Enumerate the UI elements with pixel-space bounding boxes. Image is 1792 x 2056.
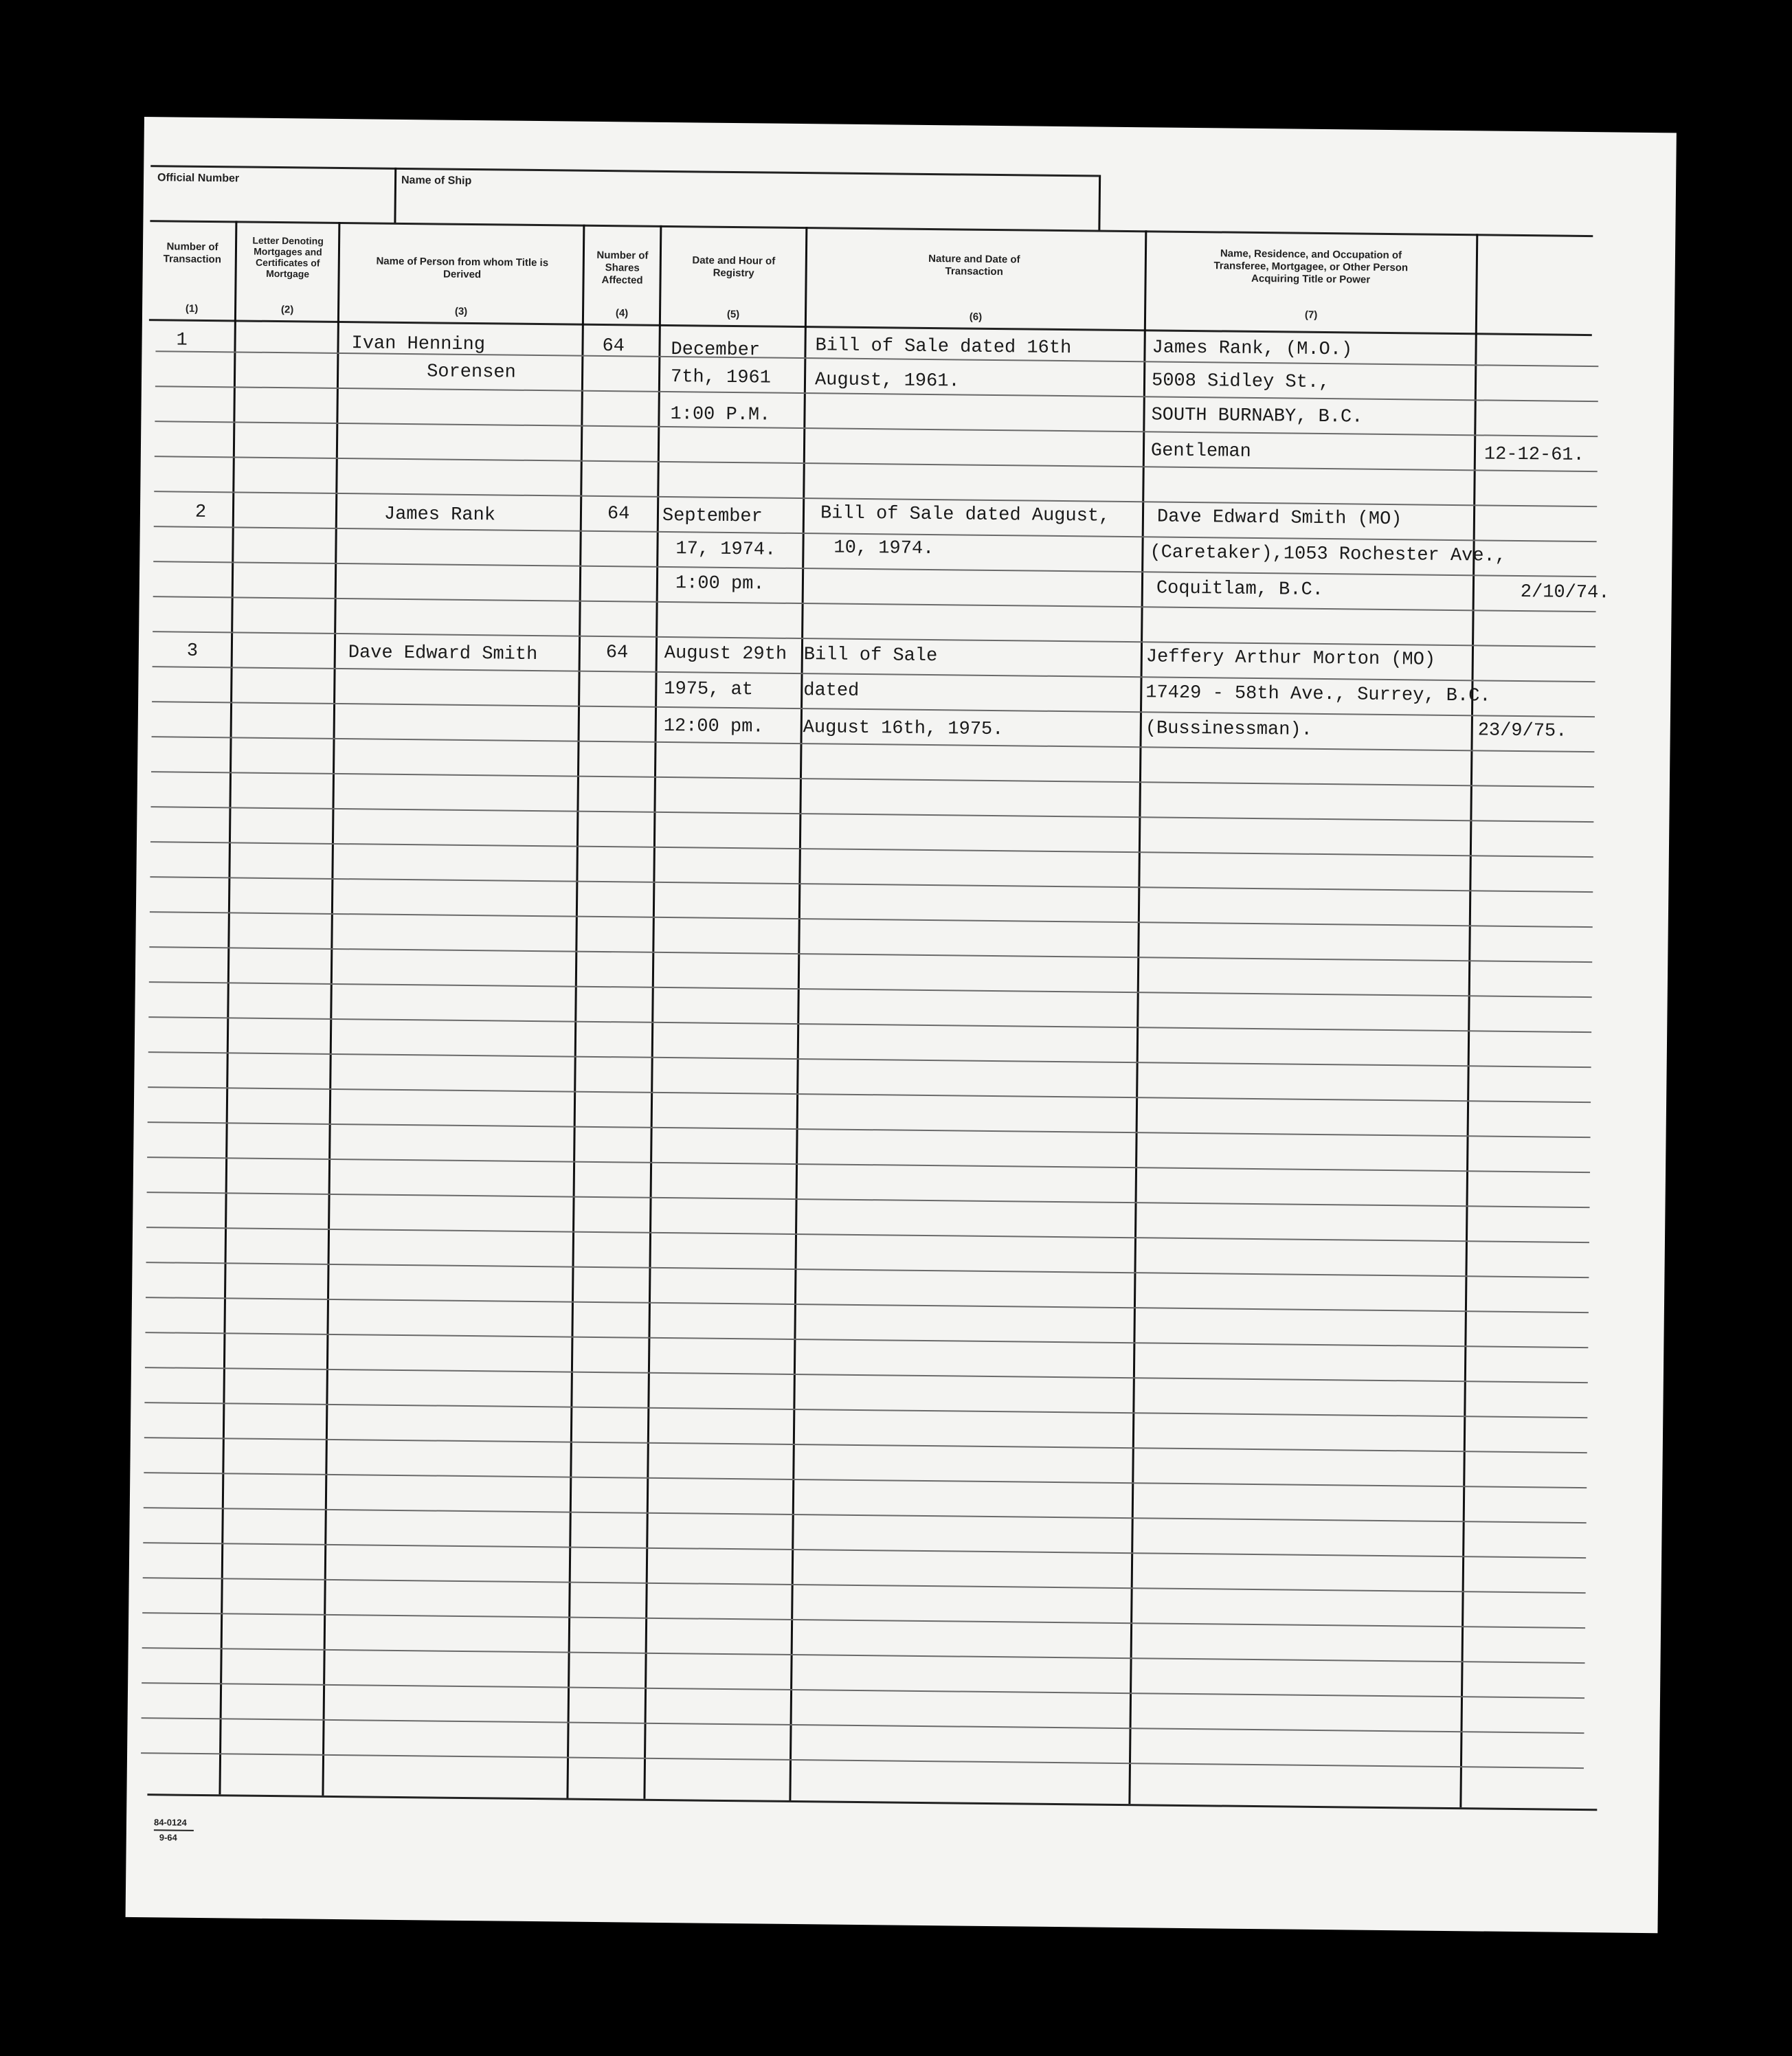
- entry-2-nature: Bill of Sale dated August,: [820, 503, 1110, 527]
- entry-2-transferee: (Caretaker),1053 Rochester Ave.,: [1150, 542, 1507, 567]
- entry-3-transferee: 17429 - 58th Ave., Surrey, B.C.: [1145, 682, 1491, 707]
- entry-2-nature: 10, 1974.: [833, 537, 934, 560]
- official-number-label: Official Number: [157, 172, 240, 185]
- ruled-line: [142, 1612, 1585, 1629]
- col-header-4: Number of Shares Affected: [596, 249, 649, 287]
- ruled-line: [155, 456, 1598, 472]
- ruled-line: [143, 1542, 1586, 1558]
- header-divider: [394, 168, 396, 224]
- entry-3-date: 1975, at: [664, 678, 754, 701]
- col-num-6: (6): [969, 311, 983, 323]
- ruled-line: [150, 911, 1593, 928]
- ruled-line: [148, 1086, 1591, 1103]
- ruled-line: [144, 1507, 1587, 1523]
- entry-3-entered: 23/9/75.: [1477, 720, 1567, 742]
- ruled-line: [151, 771, 1594, 787]
- entry-1-transferee: SOUTH BURNABY, B.C.: [1151, 405, 1363, 428]
- ruled-lines: [144, 117, 1677, 133]
- ruled-line: [155, 421, 1598, 437]
- entry-2-transferee: Coquitlam, B.C.: [1156, 578, 1324, 601]
- entry-3-nature: dated: [803, 680, 860, 702]
- header-right-border: [1098, 175, 1101, 232]
- col-num-2: (2): [280, 304, 294, 316]
- ruled-line: [145, 1332, 1588, 1348]
- entry-1-transferee: 5008 Sidley St.,: [1151, 370, 1330, 394]
- entry-2-date: 17, 1974.: [675, 539, 776, 561]
- entry-1-from: Ivan Henning: [351, 333, 486, 356]
- ruled-line: [146, 1227, 1589, 1243]
- col-header-2: Letter Denoting Mortgages and Certificates of Mortgage: [252, 234, 324, 280]
- ruled-line: [150, 806, 1593, 823]
- col-num-4: (4): [615, 307, 629, 320]
- entry-1-number: 1: [176, 330, 188, 351]
- form-number-divider: [154, 1829, 194, 1831]
- ruled-line: [141, 1752, 1584, 1769]
- entry-1-date: December: [671, 339, 761, 361]
- ruled-line: [147, 1192, 1590, 1208]
- ship-name-label: Name of Ship: [401, 174, 472, 187]
- entry-1-transferee: James Rank, (M.O.): [1152, 337, 1353, 361]
- ruled-line: [148, 1016, 1591, 1033]
- ruled-line: [149, 946, 1592, 963]
- entry-3-date: 12:00 pm.: [663, 715, 764, 738]
- ruled-line: [153, 596, 1596, 612]
- col-header-5: Date and Hour of Registry: [692, 254, 776, 280]
- ruled-line: [147, 1156, 1590, 1173]
- entry-1-nature: August, 1961.: [814, 370, 960, 392]
- ruled-line: [150, 876, 1593, 893]
- entry-2-entered: 2/10/74.: [1520, 582, 1610, 604]
- ruled-line: [142, 1682, 1584, 1699]
- col-header-6: Nature and Date of Transaction: [928, 252, 1020, 278]
- ruled-line: [148, 1051, 1591, 1068]
- entry-3-transferee: Jeffery Arthur Morton (MO): [1145, 647, 1436, 671]
- entry-2-from: James Rank: [383, 504, 496, 526]
- ruled-line: [143, 1577, 1586, 1594]
- entry-3-date: August 29th: [664, 642, 787, 665]
- ruled-line: [145, 1367, 1588, 1383]
- entry-1-entered: 12-12-61.: [1483, 444, 1584, 466]
- form-number-date: 9-64: [159, 1832, 177, 1843]
- entry-1-transferee: Gentleman: [1150, 440, 1251, 462]
- col-num-1: (1): [185, 302, 199, 315]
- entry-3-transferee: (Bussinessman).: [1145, 718, 1312, 741]
- entry-2-date: September: [662, 505, 763, 528]
- entry-1-nature: Bill of Sale dated 16th: [815, 335, 1072, 359]
- entry-1-from: Sorensen: [426, 361, 516, 383]
- ruled-line: [146, 1297, 1589, 1313]
- entry-1-shares: 64: [602, 335, 625, 357]
- col-header-3: Name of Person from whom Title is Derived: [376, 255, 549, 281]
- register-sheet: [126, 117, 1677, 1933]
- form-number: 84-0124: [153, 1817, 187, 1828]
- entry-2-number: 2: [194, 502, 207, 523]
- ruled-line: [150, 841, 1593, 858]
- ruled-line: [142, 1647, 1585, 1664]
- top-border: [150, 165, 1099, 177]
- ruled-line: [144, 1472, 1587, 1488]
- col-num-7: (7): [1304, 309, 1318, 321]
- entry-1-date: 7th, 1961: [670, 367, 772, 389]
- col-num-5: (5): [726, 308, 740, 321]
- ruled-line: [146, 1262, 1589, 1278]
- ruled-line: [148, 1121, 1591, 1138]
- ruled-line: [149, 981, 1592, 998]
- table-bottom-rule: [147, 1794, 1597, 1811]
- entry-3-nature: August 16th, 1975.: [803, 717, 1004, 741]
- entry-2-date: 1:00 pm.: [675, 573, 765, 595]
- entry-3-number: 3: [186, 640, 199, 662]
- ruled-line: [144, 1437, 1587, 1453]
- ruled-line: [142, 1717, 1584, 1734]
- entry-2-shares: 64: [607, 504, 630, 525]
- header-top-rule: [150, 220, 1593, 237]
- col-header-7: Name, Residence, and Occupation of Transferee, Mortgagee, or Other Person Acquiring Title or Power: [1213, 247, 1409, 286]
- col-header-1: Number of Transaction: [163, 241, 222, 266]
- entry-2-transferee: Dave Edward Smith (MO): [1156, 506, 1402, 530]
- entry-3-from: Dave Edward Smith: [348, 642, 538, 666]
- ruled-line: [144, 1402, 1587, 1418]
- entry-3-nature: Bill of Sale: [803, 645, 938, 667]
- entry-1-date: 1:00 P.M.: [670, 404, 771, 426]
- col-num-3: (3): [454, 305, 468, 317]
- entry-3-shares: 64: [605, 642, 629, 664]
